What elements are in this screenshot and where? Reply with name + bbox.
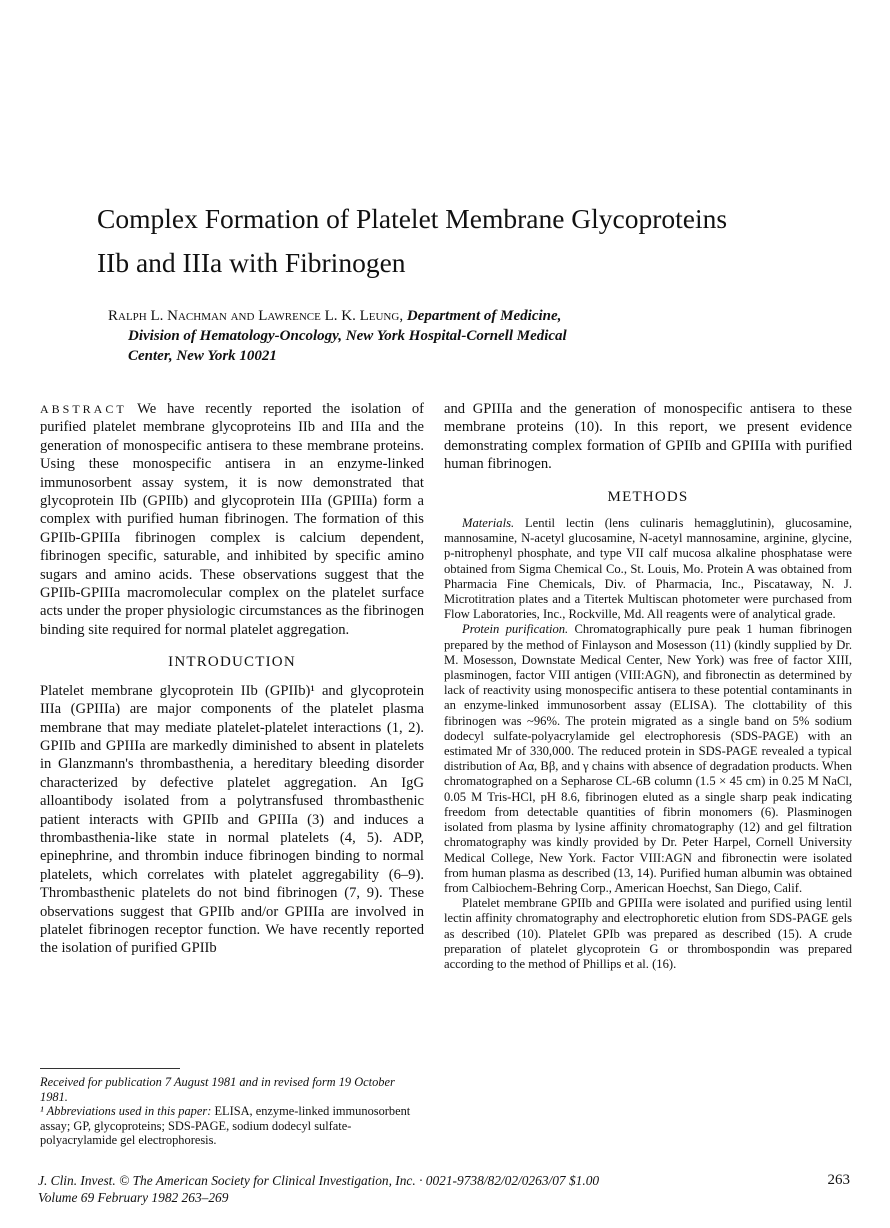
footnote-divider (40, 1068, 180, 1069)
affiliation-line-2: Division of Hematology-Oncology, New York Hospital-Cornell Medical (128, 328, 567, 344)
author-names: Ralph L. Nachman and Lawrence L. K. Leung, (108, 308, 404, 324)
abbreviations-text: ELISA, enzyme-linked immunosorbent assay; GP, glycoproteins; SDS-PAGE, sodium dodecyl sulfate-polyacrylamide gel electrophoresis. (40, 1104, 411, 1148)
affiliation-line-3: Center, New York 10021 (128, 348, 277, 364)
methods-body (444, 516, 852, 972)
materials-label: Materials. (462, 516, 515, 531)
abstract-label: ABSTRACT (40, 402, 127, 416)
protein-purification-paragraph (444, 622, 852, 896)
protein-purification-label: Protein purification. (462, 622, 569, 637)
title-line-2: IIb and IIIa with Fibrinogen (97, 247, 406, 278)
abbreviations-label: ¹ Abbreviations used in this paper: (40, 1104, 212, 1119)
page-footer (38, 1172, 850, 1206)
materials-paragraph (444, 516, 852, 622)
article-title (97, 197, 817, 285)
title-line-1: Complex Formation of Platelet Membrane Glycoproteins (97, 203, 728, 234)
received-note: Received for publication 7 August 1981 and in revised form 19 October 1981. (40, 1075, 395, 1104)
introduction-heading: INTRODUCTION (168, 654, 296, 671)
footnotes (40, 1068, 424, 1148)
introduction-text: Platelet membrane glycoprotein IIb (GPIIb)¹ and glycoprotein IIIa (GPIIIa) are major components of the platelet plasma membrane that may mediate platelet-platelet interactions (1, 2). GPIIb and GPIIIa are markedly diminished to absent in platelets in Glanzmann's thrombasthenia, a hereditary bleeding disorder characterized by defective platelet aggregation. An IgG alloantibody isolated from a polytransfused thrombasthenic patient interacts with GPIIb and GPIIIa (3) and induces a thrombasthenia-like state in normal platelets (4, 5). ADP, epinephrine, and thrombin induce fibrinogen binding to normal platelets, which correlates with platelet aggregability (6–9). Thrombasthenic platelets do not bind fibrinogen (7, 9). These observations suggest that GPIIb and/or GPIIIa are involved in platelet fibrinogen receptor function. We have recently reported the isolation of purified GPIIb (40, 682, 424, 957)
abstract-text: We have recently reported the isolation of purified platelet membrane glycoproteins IIb and IIIa and the generation of monospecific antisera to these membrane proteins. Using these monospecific antisera in an enzyme-linked immunosorbent assay system, it is now demonstrated that glycoprotein IIb (GPIIb) and glycoprotein IIIa (GPIIIa) form a complex with purified human fibrinogen. The formation of this GPIIb-GPIIIa fibrinogen complex is calcium dependent, fibrinogen specific, saturable, and inhibited by specific amino sugars and amino acids. These observations suggest that the GPIIb-GPIIIa macromolecular complex on the platelet surface acts under the proper physiologic circumstances as the fibrinogen binding site required for normal platelet aggregation. (40, 401, 424, 638)
introduction-continued: and GPIIIa and the generation of monospecific antisera to these membrane proteins (10). In this report, we present evidence demonstrating complex formation of GPIIb and GPIIIa with purified human fibrinogen. (444, 401, 852, 473)
abstract (40, 400, 424, 639)
left-column (40, 400, 424, 958)
author-block (108, 306, 828, 366)
page-number: 263 (827, 1172, 850, 1188)
affiliation-line-1: Department of Medicine, (406, 308, 562, 324)
volume-line: Volume 69 February 1982 263–269 (38, 1190, 229, 1205)
materials-text: Lentil lectin (lens culinaris hemagglutinin), glucosamine, mannosamine, N-acetyl glucosamine, N-acetyl mannosamine, arginine, glycine, p-nitrophenyl phosphate, and type VII calf mucosa alkaline phosphatase were obtained from Sigma Chemical Co., St. Louis, Mo. Protein A was obtained from Pharmacia Fine Chemicals, Div. of Pharmacia, Inc., Piscataway, N. J. Microtitration plates and a Titertek Multiscan photometer were purchased from Flow Laboratories, Inc., Rockville, Md. All reagents were of analytical grade. (444, 516, 853, 622)
right-column (444, 400, 852, 972)
platelet-membrane-paragraph: Platelet membrane GPIIb and GPIIIa were isolated and purified using lentil lectin affinity chromatography and electrophoretic elution from SDS-PAGE gels as described (10). Platelet GPIb was prepared as described (15). A crude preparation of platelet glycoprotein G or thrombospondin was prepared according to the method of Phillips et al. (16). (444, 896, 852, 971)
abbreviations-footnote (40, 1104, 424, 1148)
author-line-1 (108, 306, 828, 326)
methods-heading: METHODS (607, 488, 689, 505)
journal-citation-line: J. Clin. Invest. © The American Society for Clinical Investigation, Inc. · 0021-9738/82/02/0263/07 $1.00 (38, 1173, 600, 1188)
protein-purification-text: Chromatographically pure peak 1 human fibrinogen prepared by the method of Finlayson and Mosesson (11) (kindly supplied by Dr. M. Mosesson, Downstate Medical Center, New York) was free of factor XIII, plasminogen, factor VIII antigen (VIII:AGN), and fibronectin as determined by lack of reactivity using monospecific antisera to these potential contaminants in an enzyme-linked immunosorbent assay (ELISA). The clottability of this fibrinogen was ~96%. The protein migrated as a single band on 5% sodium dodecyl sulfate-polyacrylamide gel electrophoresis (SDS-PAGE) with an estimated Mr of 330,000. The reduced protein in SDS-PAGE revealed a typical distribution of Aα, Bβ, and γ chains with absence of degradation products. When chromatographed on a Sepharose CL-6B column (1.5 × 45 cm) in 0.25 M NaCl, 0.05 M Tris-HCl, pH 8.6, fibrinogen eluted as a single sharp peak indicating freedom from detectable quantities of fibrin monomers (6). Plasminogen isolated from plasma by lysine affinity chromatography (12) and gel filtration chromatography was kindly provided by Dr. Peter Harpel, Cornell University Medical College, New York. Factor VIII:AGN and fibronectin were isolated from human plasma as described (13, 14). Purified human albumin was obtained from Calbiochem-Behring Corp., American Hoechst, San Diego, Calif. (444, 622, 852, 895)
